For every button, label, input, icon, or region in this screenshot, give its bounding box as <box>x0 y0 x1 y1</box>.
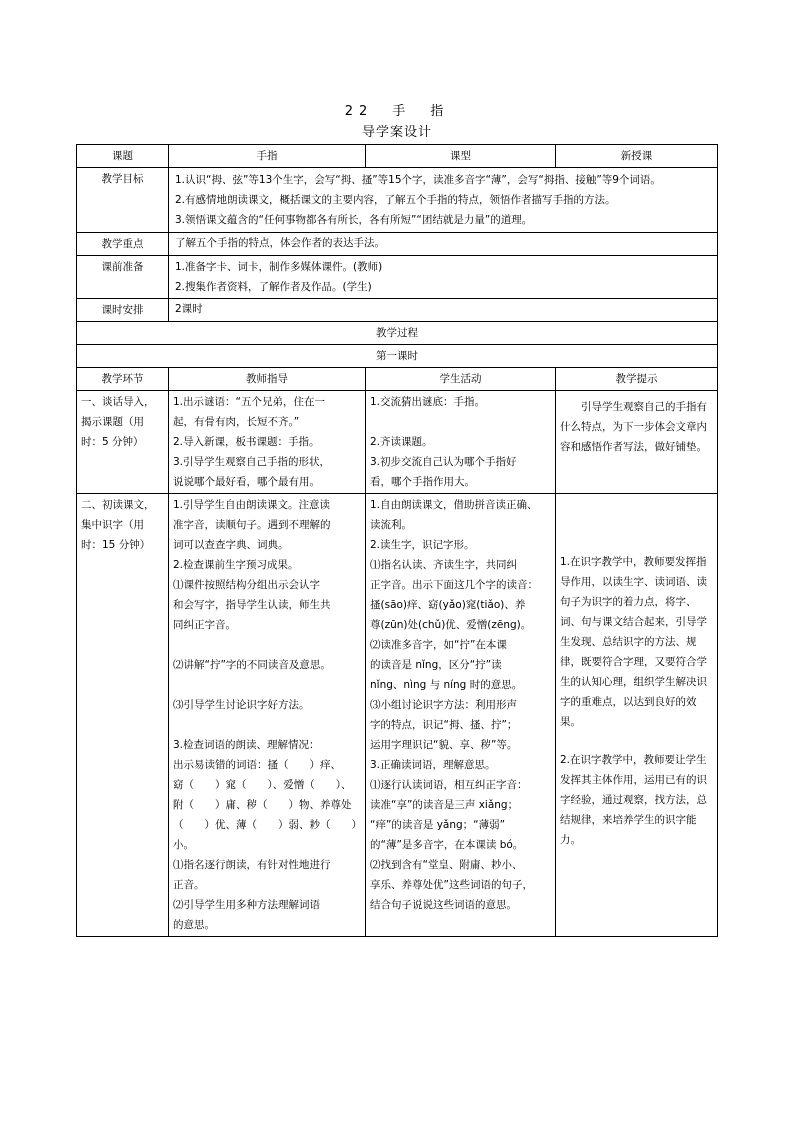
student-line: 1.交流猜出谜底：手指。 <box>370 396 486 408</box>
teacher-line: 3.引导学生观察自己手指的形状， <box>173 456 331 468</box>
prep-row <box>77 256 718 299</box>
student-line: ⑵找到含有“堂皇、附庸、耖小、 <box>370 859 523 871</box>
spacer <box>173 675 361 695</box>
teacher-line: ⑶引导学生讨论识字好方法。 <box>173 699 310 711</box>
lesson-title: 22 手 指 <box>344 104 450 119</box>
teacher-line: 的意思。 <box>173 919 215 931</box>
teacher-line: 词可以查查字典、词典。 <box>173 539 289 551</box>
student-line: 1.自由朗读课文，借助拼音读正确、 <box>370 499 538 511</box>
teacher-line: 小。 <box>173 839 194 851</box>
goal-item: 3.领悟课文蕴含的“任何事物都各有所长，各有所短”“团结就是力量”的道理。 <box>175 214 533 226</box>
process-title: 教学过程 <box>77 322 718 345</box>
teacher-line: 窈（ ）窕（ ）、爱憎（ ）、 <box>173 779 352 791</box>
step1-row <box>77 391 718 494</box>
teacher-line: 1.出示谜语：“五个兄弟，住在一 <box>173 396 325 408</box>
step2-row <box>77 494 718 937</box>
student-line: “痒”的读音是 yǎng；“薄弱” <box>370 819 506 831</box>
schedule-value: 2课时 <box>169 299 718 322</box>
student-line: 正字音。出示下面这几个字的读音： <box>370 579 538 591</box>
student-line: 字的特点，识记“拇、搔、拧”； <box>370 719 518 731</box>
teacher-line: ⑵讲解“拧”字的不同读音及意思。 <box>173 659 331 671</box>
step2-label-line: 时：15 分钟） <box>81 539 151 551</box>
goals-label: 教学目标 <box>77 168 169 233</box>
student-line: nǐng、nìng 与 níng 时的意思。 <box>370 679 523 691</box>
lesson-plan-table <box>76 144 718 937</box>
goals-row <box>77 168 718 233</box>
column-header-row <box>77 368 718 391</box>
teacher-line: 说说哪个最好看，哪个最有用。 <box>173 476 320 488</box>
student-line: 2.齐读课题。 <box>370 436 433 448</box>
teacher-line: 1.引导学生自由朗读课文。注意读 <box>173 499 331 511</box>
goals-content <box>169 168 718 233</box>
student-line: 搔(sāo)痒、窈(yǎo)窕(tiǎo)、养 <box>370 599 526 611</box>
teacher-line: （ ）优、薄（ ）弱、耖（ ） <box>173 819 362 831</box>
key-points-value: 了解五个手指的特点，体会作者的表达手法。 <box>169 233 718 256</box>
teacher-line: ⑴课件按照结构分组出示会认字 <box>173 579 320 591</box>
teacher-line: ⑵引导学生用多种方法理解词语 <box>173 899 320 911</box>
step2-teacher <box>169 494 366 937</box>
student-line: ⑴指名认读、齐读生字，共同纠 <box>370 559 517 571</box>
teacher-line: 同纠正字音。 <box>173 619 236 631</box>
first-lesson-title: 第一课时 <box>77 345 718 368</box>
step2-tip <box>556 494 718 937</box>
student-line: 3.正确读词语，理解意思。 <box>370 759 496 771</box>
student-line: 的“薄”是多音字，在本课读 bó。 <box>370 839 524 851</box>
spacer <box>560 732 713 750</box>
teacher-line: 2.导入新课，板书课题：手指。 <box>173 436 320 448</box>
key-points-row <box>77 233 718 256</box>
key-points-label: 教学重点 <box>77 233 169 256</box>
goal-item: 2.有感情地朗读课文，概括课文的主要内容，了解五个手指的特点，领悟作者描写手指的方法。 <box>175 194 616 206</box>
step1-teacher <box>169 391 366 494</box>
topic-label: 课题 <box>77 145 169 168</box>
prep-label: 课前准备 <box>77 256 169 299</box>
teacher-line: 出示易读错的词语：搔（ ）痒、 <box>173 759 341 771</box>
student-line: 读准“享”的读音是三声 xiǎng； <box>370 799 519 811</box>
type-value: 新授课 <box>556 145 718 168</box>
student-line: ⑵读准多音字，如“拧”在本课 <box>370 639 507 651</box>
teacher-line: ⑴指名逐行朗读，有针对性地进行 <box>173 859 331 871</box>
prep-item: 1.准备字卡、词卡，制作多媒体课件。(教师) <box>175 261 383 273</box>
teacher-line: 3.检查词语的朗读、理解情况： <box>173 739 320 751</box>
teacher-line: 附（ ）庸、秽（ ）物、养尊处 <box>173 799 352 811</box>
tip-text: 1.在识字教学中，教师要发挥指导作用，以读生字、读词语、读句子为识字的着力点，将字、词、句与课文结合起来，引导学生发现、总结识字的方法、规律，既要符合字理，又要符合学生的认知心理，组织学生解决识字的重难点，以达到良好的效果。 <box>560 556 707 728</box>
student-line: 尊(zūn)处(chǔ)优、爱憎(zēng)。 <box>370 619 532 631</box>
step1-label-line: 时：5 分钟） <box>81 436 144 448</box>
student-line: 2.读生字，识记字形。 <box>370 539 475 551</box>
process-title-row <box>77 322 718 345</box>
teacher-line: 和会写字，指导学生认读，师生共 <box>173 599 331 611</box>
col-header-student: 学生活动 <box>366 368 556 391</box>
teacher-line: 2.检查课前生字预习成果。 <box>173 559 299 571</box>
step1-label-line: 一、谈话导入， <box>81 396 155 408</box>
student-line: ⑶小组讨论识字方法：利用形声 <box>370 699 517 711</box>
spacer <box>173 715 361 735</box>
tip-text: 2.在识字教学中，教师要让学生发挥其主体作用，运用已有的识字经验，通过观察，找方法，总结规律，来培养学生的识字能力。 <box>560 754 707 846</box>
student-line: ⑴逐行认读词语，相互纠正字音： <box>370 779 528 791</box>
step2-label <box>77 494 169 937</box>
prep-content <box>169 256 718 299</box>
lesson-title-row <box>77 345 718 368</box>
schedule-row <box>77 299 718 322</box>
student-line: 结合句子说说这些词语的意思。 <box>370 899 517 911</box>
col-header-tip: 教学提示 <box>556 368 718 391</box>
step1-student <box>366 391 556 494</box>
tip-text: 引导学生观察自己的手指有什么特点，为下一步体会文章内容和感悟作者写法，做好铺垫。 <box>560 401 707 453</box>
document-subtitle: 导学案设计 <box>361 125 432 140</box>
student-line: 3.初步交流自己认为哪个手指好 <box>370 456 517 468</box>
step2-student <box>366 494 556 937</box>
teacher-line: 准字音，读顺句子。遇到不理解的 <box>173 519 331 531</box>
step1-tip <box>556 391 718 494</box>
teacher-line: 正音。 <box>173 879 205 891</box>
col-header-step: 教学环节 <box>77 368 169 391</box>
topic-row <box>77 145 718 168</box>
step2-label-line: 二、初读课文， <box>81 499 155 511</box>
student-line: 的读音是 nǐng，区分“拧”读 <box>370 659 502 671</box>
step1-label <box>77 391 169 494</box>
teacher-line: 起，有骨有肉，长短不齐。” <box>173 416 300 428</box>
schedule-label: 课时安排 <box>77 299 169 322</box>
col-header-teacher: 教师指导 <box>169 368 366 391</box>
step1-label-line: 揭示课题（用 <box>81 416 144 428</box>
topic-value: 手指 <box>169 145 366 168</box>
spacer <box>173 635 361 655</box>
goal-item: 1.认识“拇、弦”等13个生字，会写“拇、搔”等15个字，读准多音字“薄”，会写“拇指、接触”等9个词语。 <box>175 174 661 186</box>
prep-item: 2.搜集作者资料，了解作者及作品。(学生) <box>175 281 372 293</box>
step2-label-line: 集中识字（用 <box>81 519 144 531</box>
type-label: 课型 <box>366 145 556 168</box>
spacer <box>370 412 551 432</box>
student-line: 看，哪个手指作用大。 <box>370 476 475 488</box>
student-line: 读流利。 <box>370 519 412 531</box>
student-line: 享乐、养尊处优”这些词语的句子， <box>370 879 533 891</box>
student-line: 运用字理识记“貌、享、秽”等。 <box>370 739 518 751</box>
